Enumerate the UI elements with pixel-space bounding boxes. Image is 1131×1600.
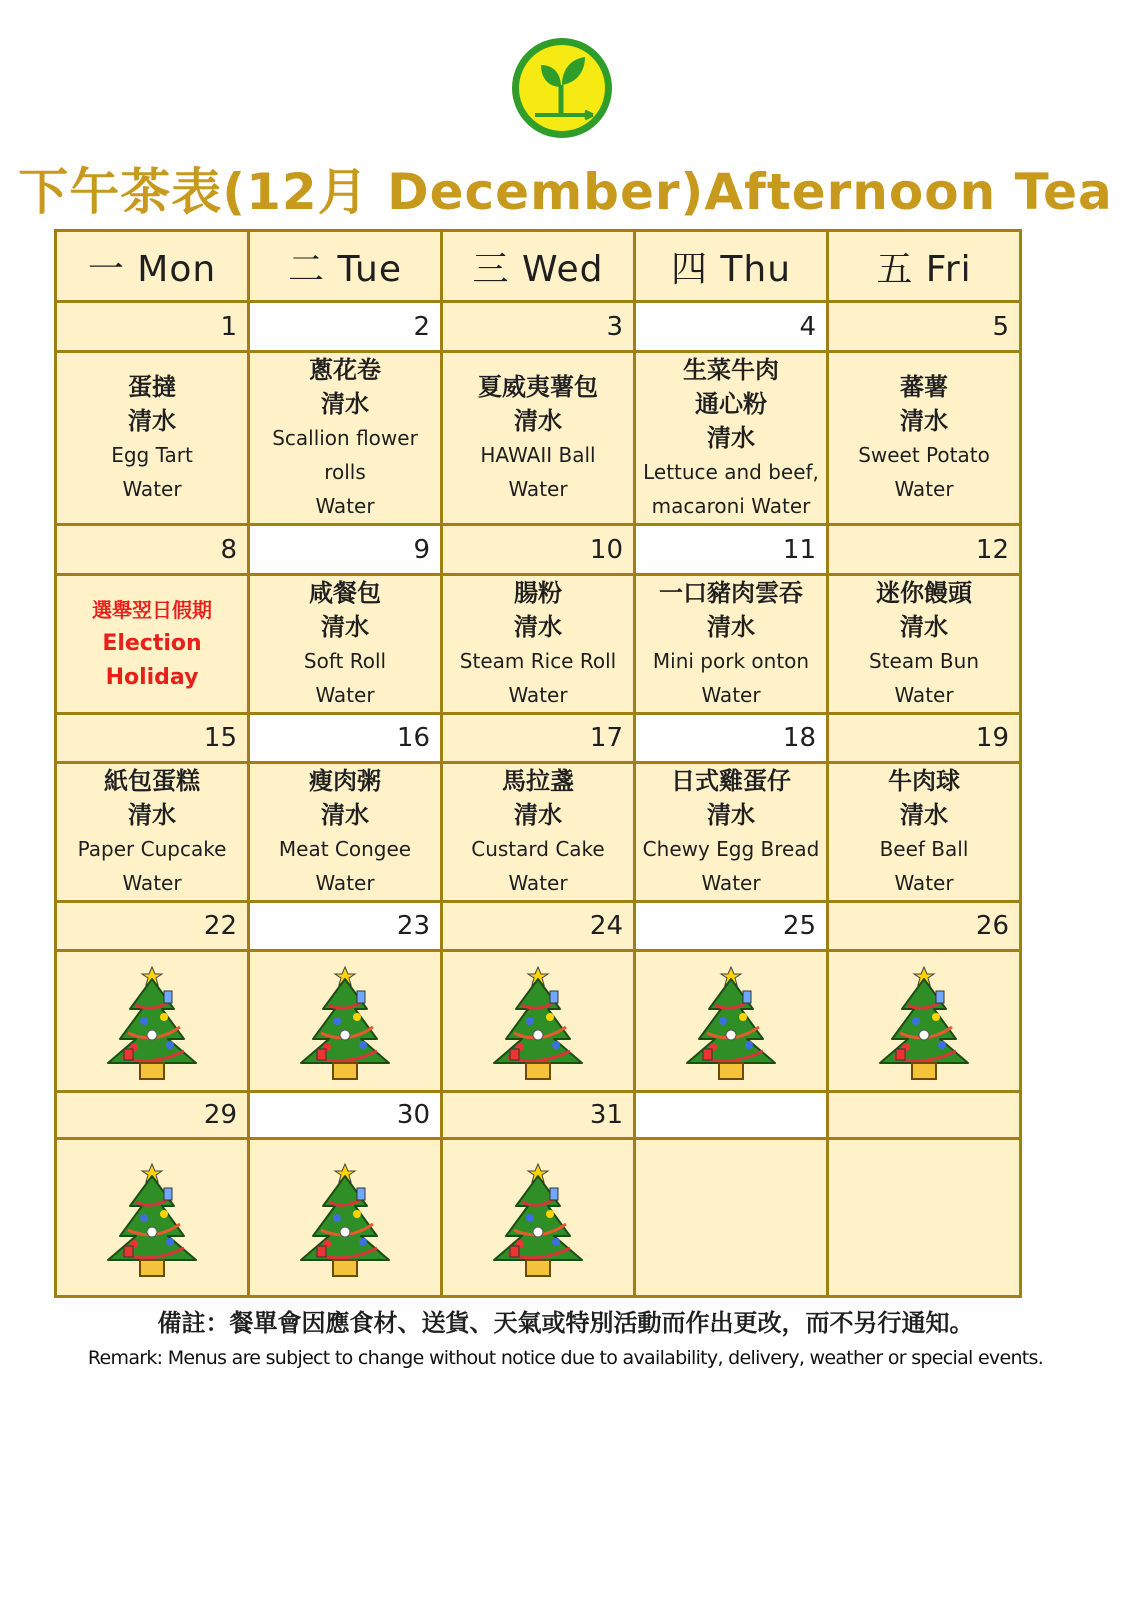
menu-line-chinese: 咸餐包 — [309, 579, 381, 607]
date-row — [56, 902, 1021, 951]
menu-line-english: macaroni Water — [651, 494, 811, 518]
date-cell — [828, 1092, 1021, 1139]
menu-line-english: Water — [315, 494, 375, 518]
remark-english: Remark: Menus are subject to change without notice due to availability, delivery, weather or special events. — [87, 1347, 1044, 1369]
menu-cell — [635, 951, 828, 1092]
menu-line-english: Election — [102, 631, 202, 656]
menu-line-chinese: 清水 — [900, 801, 948, 829]
date-cell: 18 — [635, 714, 828, 763]
weekday-header-thu: 四 Thu — [635, 231, 828, 302]
menu-cell — [635, 575, 828, 714]
menu-line-english: Water — [701, 683, 761, 707]
menu-line-english: Paper Cupcake — [77, 837, 227, 861]
calendar-table — [54, 229, 1022, 1298]
menu-line-chinese: 蔥花卷 — [309, 356, 381, 384]
menu-cell — [56, 951, 249, 1092]
menu-line-chinese: 清水 — [514, 801, 562, 829]
christmas-tree-icon — [104, 961, 200, 1081]
menu-line-chinese: 清水 — [707, 613, 755, 641]
christmas-tree-icon — [683, 961, 779, 1081]
menu-cell — [442, 1139, 635, 1297]
date-cell: 26 — [828, 902, 1021, 951]
menu-line-chinese: 迷你饅頭 — [876, 579, 972, 607]
menu-line-chinese: 清水 — [321, 801, 369, 829]
menu-line-chinese: 瘦肉粥 — [309, 767, 381, 795]
menu-line-english: Mini pork onton — [652, 649, 810, 673]
weekday-header-fri: 五 Fri — [828, 231, 1021, 302]
menu-line-english: Water — [315, 871, 375, 895]
date-cell: 31 — [442, 1092, 635, 1139]
menu-line-chinese: 清水 — [128, 407, 176, 435]
menu-item — [829, 576, 1019, 712]
menu-item — [443, 764, 633, 900]
menu-item — [57, 370, 247, 506]
menu-line-english: Lettuce and beef, — [643, 460, 819, 484]
date-cell: 22 — [56, 902, 249, 951]
menu-line-english: Custard Cake — [471, 837, 605, 861]
date-cell: 3 — [442, 302, 635, 352]
menu-line-english: Steam Rice Roll — [459, 649, 617, 673]
menu-row — [56, 1139, 1021, 1297]
menu-cell — [249, 352, 442, 525]
menu-line-english: Scallion flower — [272, 426, 418, 450]
date-cell: 11 — [635, 525, 828, 575]
menu-line-english: HAWAII Ball — [480, 443, 596, 467]
menu-line-english: Water — [508, 683, 568, 707]
menu-line-english: Water — [894, 477, 954, 501]
menu-line-chinese: 一口豬肉雲吞 — [659, 579, 803, 607]
date-row — [56, 525, 1021, 575]
menu-cell — [442, 763, 635, 902]
menu-line-english: Water — [122, 477, 182, 501]
christmas-tree-icon — [876, 961, 972, 1081]
menu-cell — [828, 352, 1021, 525]
weekday-header-mon: 一 Mon — [56, 231, 249, 302]
menu-item — [829, 764, 1019, 900]
menu-item — [443, 576, 633, 712]
menu-line-chinese: 生菜牛肉 — [683, 356, 779, 384]
menu-line-english: Water — [894, 683, 954, 707]
menu-row — [56, 352, 1021, 525]
menu-cell — [249, 763, 442, 902]
menu-item — [250, 764, 440, 900]
date-cell: 2 — [249, 302, 442, 352]
weekday-header-row — [56, 231, 1021, 302]
date-row — [56, 714, 1021, 763]
sprout-logo — [509, 35, 615, 141]
menu-line-english: Water — [122, 871, 182, 895]
menu-row — [56, 763, 1021, 902]
menu-item — [57, 764, 247, 900]
christmas-tree-icon — [490, 1158, 586, 1278]
menu-line-chinese: 馬拉盞 — [502, 767, 574, 795]
date-cell: 23 — [249, 902, 442, 951]
menu-cell — [828, 951, 1021, 1092]
menu-cell — [635, 352, 828, 525]
date-cell: 1 — [56, 302, 249, 352]
menu-line-chinese: 清水 — [321, 613, 369, 641]
date-cell: 12 — [828, 525, 1021, 575]
christmas-tree-icon — [297, 1158, 393, 1278]
date-cell: 19 — [828, 714, 1021, 763]
menu-item — [636, 764, 826, 900]
date-cell — [635, 1092, 828, 1139]
menu-cell — [442, 575, 635, 714]
date-cell: 24 — [442, 902, 635, 951]
menu-line-chinese: 清水 — [707, 801, 755, 829]
menu-line-chinese: 蛋撻 — [128, 373, 176, 401]
menu-cell — [56, 575, 249, 714]
date-cell: 9 — [249, 525, 442, 575]
date-row — [56, 302, 1021, 352]
date-cell: 25 — [635, 902, 828, 951]
menu-line-english: Soft Roll — [303, 649, 387, 673]
date-cell: 8 — [56, 525, 249, 575]
menu-item — [443, 370, 633, 506]
menu-cell — [442, 951, 635, 1092]
menu-line-english: Meat Congee — [278, 837, 412, 861]
remark-chinese: 備註：餐單會因應食材、送貨、天氣或特別活動而作出更改，而不另行通知。 — [157, 1309, 974, 1337]
menu-line-english: Water — [315, 683, 375, 707]
menu-cell — [249, 1139, 442, 1297]
date-cell: 16 — [249, 714, 442, 763]
menu-cell — [249, 951, 442, 1092]
menu-line-chinese: 牛肉球 — [888, 767, 960, 795]
menu-line-english: Egg Tart — [111, 443, 193, 467]
menu-line-english: Steam Bun — [868, 649, 979, 673]
menu-cell — [828, 575, 1021, 714]
menu-line-chinese: 蕃薯 — [900, 373, 948, 401]
menu-line-chinese: 選舉翌日假期 — [92, 598, 212, 622]
menu-cell — [56, 763, 249, 902]
menu-line-english: Water — [701, 871, 761, 895]
menu-cell — [56, 1139, 249, 1297]
date-cell: 4 — [635, 302, 828, 352]
menu-line-chinese: 日式雞蛋仔 — [671, 767, 791, 795]
menu-item — [636, 353, 826, 523]
date-row — [56, 1092, 1021, 1139]
date-cell: 29 — [56, 1092, 249, 1139]
menu-line-chinese: 紙包蛋糕 — [104, 767, 200, 795]
menu-line-chinese: 夏威夷薯包 — [478, 373, 598, 401]
menu-cell — [249, 575, 442, 714]
menu-line-english: Sweet Potato — [858, 443, 990, 467]
weekday-header-wed: 三 Wed — [442, 231, 635, 302]
menu-item — [829, 370, 1019, 506]
menu-line-english: Water — [894, 871, 954, 895]
menu-line-english: Beef Ball — [879, 837, 969, 861]
menu-item — [250, 576, 440, 712]
menu-line-english: Water — [508, 477, 568, 501]
menu-line-chinese: 清水 — [514, 407, 562, 435]
date-cell: 17 — [442, 714, 635, 763]
menu-line-chinese: 清水 — [900, 613, 948, 641]
page-title: 下午茶表(12月 December)Afternoon Tea — [18, 163, 1113, 221]
menu-cell — [442, 352, 635, 525]
menu-cell — [635, 1139, 828, 1297]
menu-line-chinese: 清水 — [707, 424, 755, 452]
menu-line-english: Holiday — [105, 665, 199, 690]
christmas-tree-icon — [297, 961, 393, 1081]
menu-item — [57, 593, 247, 695]
menu-item — [636, 576, 826, 712]
menu-item — [250, 353, 440, 523]
menu-cell — [828, 763, 1021, 902]
christmas-tree-icon — [490, 961, 586, 1081]
menu-line-english: rolls — [324, 460, 366, 484]
christmas-tree-icon — [104, 1158, 200, 1278]
menu-cell — [56, 352, 249, 525]
menu-line-chinese: 通心粉 — [695, 390, 767, 418]
menu-line-chinese: 清水 — [128, 801, 176, 829]
menu-line-chinese: 清水 — [514, 613, 562, 641]
menu-line-chinese: 清水 — [321, 390, 369, 418]
date-cell: 15 — [56, 714, 249, 763]
date-cell: 30 — [249, 1092, 442, 1139]
menu-line-chinese: 清水 — [900, 407, 948, 435]
menu-line-english: Chewy Egg Bread — [642, 837, 820, 861]
menu-row — [56, 951, 1021, 1092]
menu-row — [56, 575, 1021, 714]
menu-line-english: Water — [508, 871, 568, 895]
menu-cell — [828, 1139, 1021, 1297]
weekday-header-tue: 二 Tue — [249, 231, 442, 302]
menu-cell — [635, 763, 828, 902]
date-cell: 5 — [828, 302, 1021, 352]
menu-line-chinese: 腸粉 — [514, 579, 562, 607]
date-cell: 10 — [442, 525, 635, 575]
